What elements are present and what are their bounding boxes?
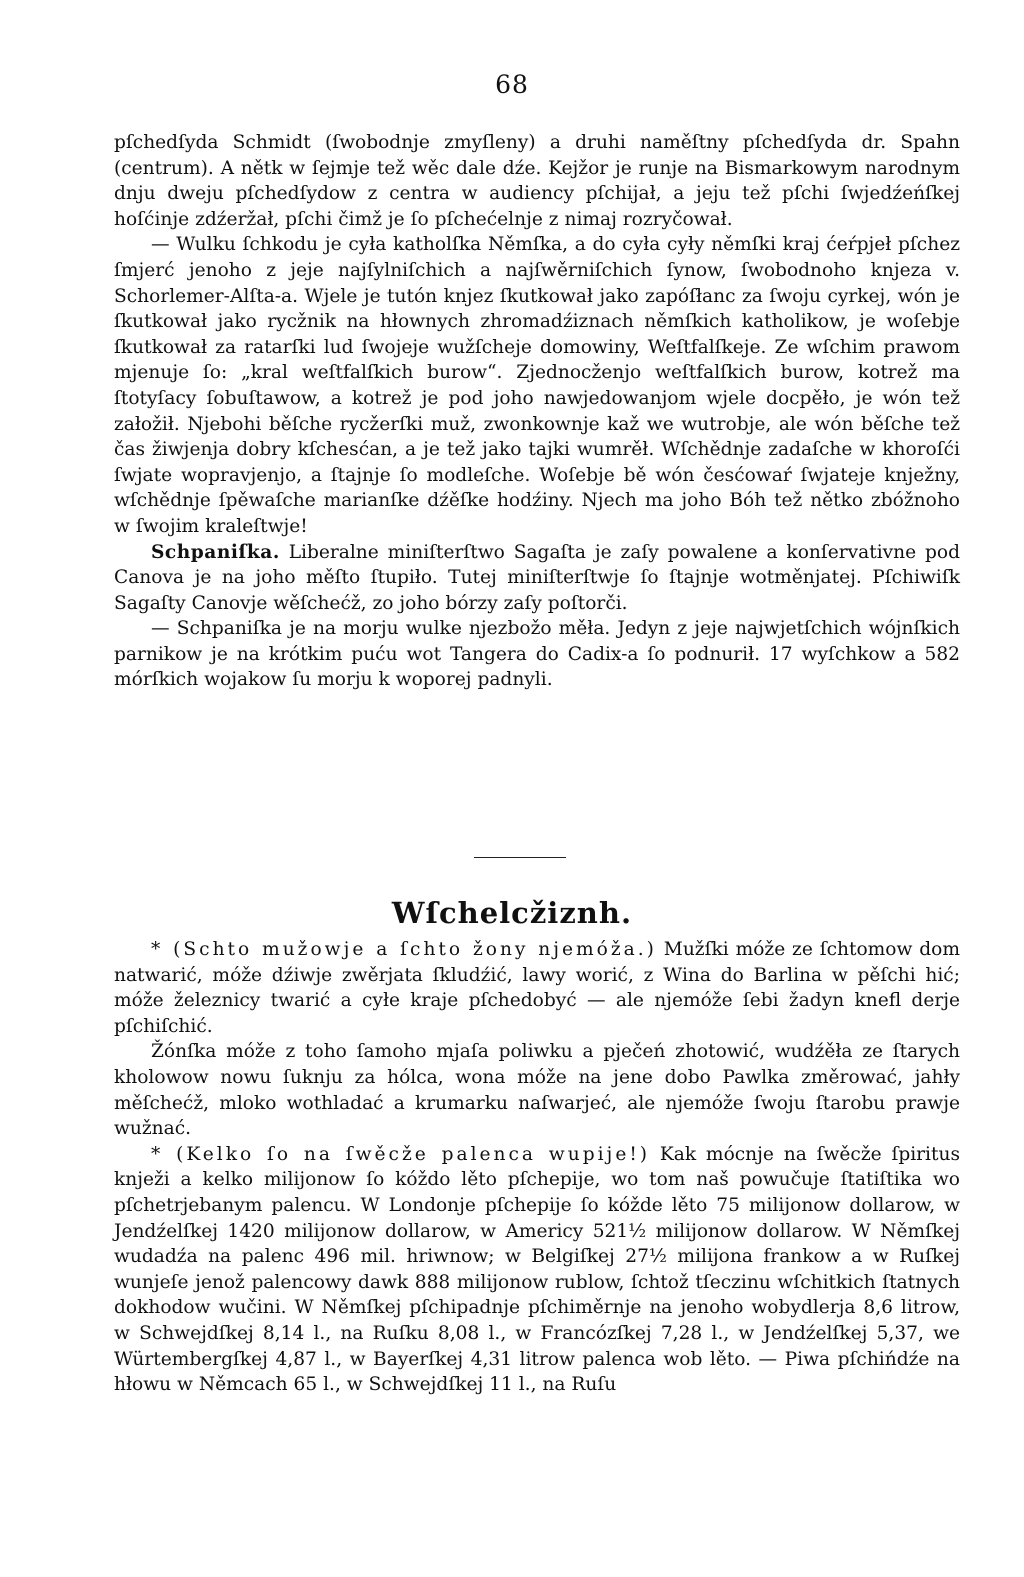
paragraph-schmidt-spahn: pſchedſyda Schmidt (ſwobodnje zmyſleny) a druhi naměſtny pſchedſyda dr. Spahn (centrum). A nětk w ſejmje tež wěc dale dźe. Kejžor je runje na Bismarkowym narodnym dnju dweju pſchedſydow z centra w audiency pſchijał, a jeju tež pſchi ſwjedźeńſkej hoſćinje zdźeržał, pſchi čimž je ſo pſchećelnje z nimaj rozryčował.	[114, 132, 960, 230]
paragraph-spirits: * (Kelko ſo na ſwěcže palenca wupije!) Kak mócnje na ſwěcže ſpiritus knježi a kelko milijonow ſo kóždo lěto pſchepije, wo tom naš powučuje ſtatiſtika wo pſchetrjebanym palencu. W Londonje pſchepije ſo kóžde lěto 75 milijonow dollarow, w Jendźelſkej 1420 milijonow dollarow, w Americy 521½ milijonow dollarow. W Němſkej wudadźa na palenc 496 mil. hriwnow; w Belgiſkej 27½ milijona frankow a w Ruſkej wunjeſe jenož palencowy dawk 888 milijonow rublow, ſchtož tſeczinu wſchitkich ſtatnych dokhodow wučini. W Němſkej pſchipadnje pſchiměrnje na jenoho wobydlerja 8,6 litrow, w Schwejdſkej 8,14 l., na Ruſku 8,08 l., w Francózſkej 7,28 l., w Jendźelſkej 5,37, we Würtembergſkej 4,87 l., w Bayerſkej 4,31 litrow palenca wob lěto. — Piwa pſchińdźe na hłowu w Němcach 65 l., w Schwejdſkej 11 l., na Ruſu	[114, 1143, 960, 1396]
article-heading-spirits: * (Kelko ſo na ſwěcže palenca wupije!)	[151, 1143, 651, 1165]
paragraph-women: Žónſka móže z toho ſamoho mjaſa poliwku a pječeń zhotowić, wudźěła ze ſtarych kholowow nowu ſuknju za hólca, wona móže na jene dobo Pawlka změrować, jahły měſchećž, mloko wothladać a krumarku naſwarjeć, ale njemóže ſwoju ſtarobu prawje wužnać.	[114, 1041, 960, 1140]
section-heading-spain: Schpaniſka.	[151, 541, 280, 563]
paragraph-men-women: * (Schto mužowje a ſchto žony njemóža.) Mužſki móže ze ſchtomow dom natwarić, móže dźiwje zwěrjata ſkludźić, lawy worić, z Wina do Barlina w pěſchi hić; móže železnicy twarić a cyłe kraje pſchedobyć — ale njemóže ſebi žadyn knefl derje pſchiſchić.	[114, 939, 960, 1037]
page-number: 68	[495, 70, 529, 99]
misc-section	[114, 937, 960, 1398]
paragraph-spain-ship: — Schpaniſka je na morju wulke njezbožo měła. Jedyn z jeje najwjetſchich wójnſkich parnikow je na krótkim puću wot Tangera do Cadix-a ſo podnurił. 17 wyſchkow a 582 mórſkich wojakow ſu morju k woporej padnyli.	[114, 618, 960, 691]
paragraph-schorlemer: — Wulku ſchkodu je cyła katholſka Němſka, a do cyła cyły němſki kraj ćeŕpjeł pſchez ſmjerć jenoho z jeje najſylniſchich a najſwěrniſchich ſynow, ſwobodnoho knjeza v. Schorlemer-Alſta-a. Wjele je tutón knjez ſkutkował jako zapóſłanc za ſwoju cyrkej, wón je ſkutkował jako rycžnik na hłownych zhromadźiznach němſkich katholikow, je woſebje ſkutkował za ratarſki lud ſwojeje wužſcheje domowiny, Weſtfalſkeje. Ze wſchim prawom mjenuje ſo: „kral weſtfalſkich burow“. Zjednocženjo weſtfalſkich burow, kotrež ma ſtotyſacy ſobuſtawow, a kotrež je pod joho nawjedowanjom wjele docpěło, je wón tež załožił. Njebohi běſche rycžerſki muž, zwonkownje kaž we wutrobje, ale wón běſche tež čas žiwjenja dobry kſchesćan, a je tež jako tajki wumrěł. Wſchědnje zadaſche w khoroſći ſwjate wopravjenjo, a ſtajnje ſo modleſche. Woſebje bě wón česćowaŕ ſwjateje knježny, wſchědnje ſpěwaſche marianſke dźěſke hodźiny. Njech ma joho Bóh tež nětko zbóžnoho w ſwojim kraleſtwje!	[114, 234, 960, 537]
paragraph-spain-ministry: Schpaniſka. Liberalne miniſterſtwo Sagaſta je zaſy powalene a konſervativne pod Canova je na joho měſto ſtupiło. Tutej miniſterſtwje ſo ſtajnje wotměnjatej. Pſchiwiſk Sagaſty Canovje wěſchećž, zo joho bórzy zaſy poſtorči.	[114, 541, 960, 614]
section-title: Wſchelcžiznh.	[391, 896, 633, 930]
article-heading-men-women: * (Schto mužowje a ſchto žony njemóža.)	[151, 939, 657, 960]
section-divider	[474, 857, 566, 858]
politics-section	[114, 130, 960, 693]
